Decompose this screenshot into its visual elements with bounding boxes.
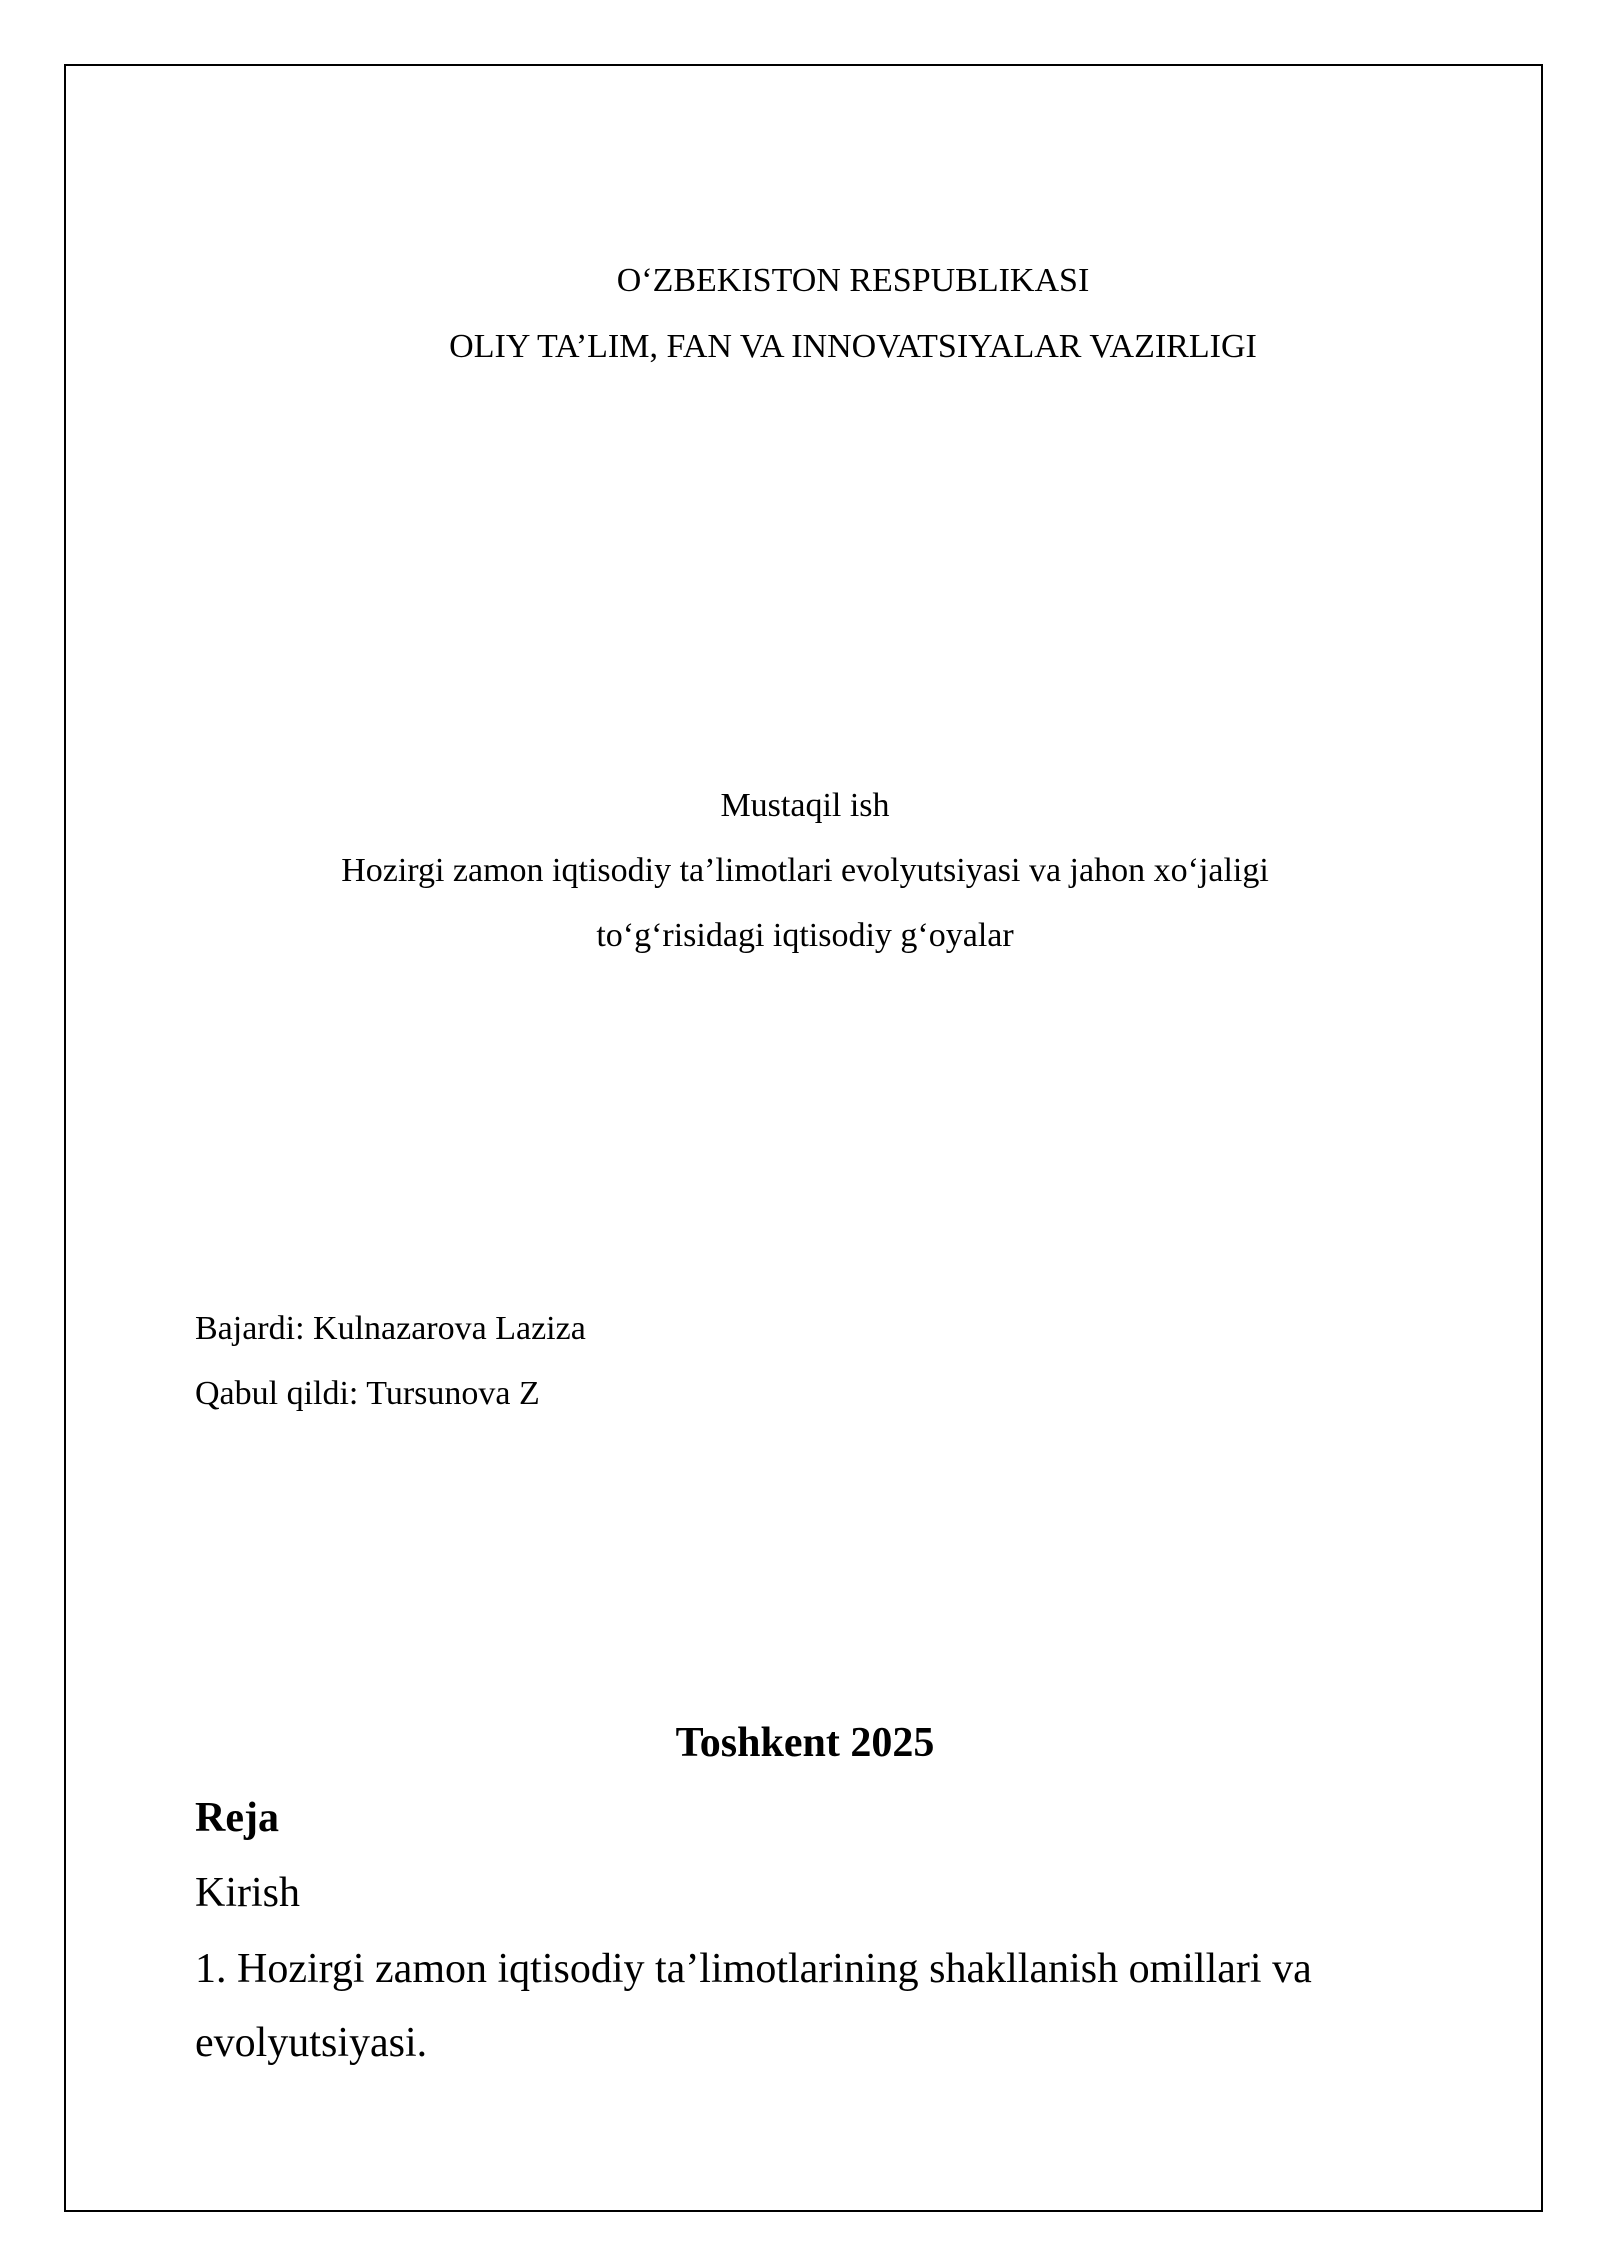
receiver-credit: Qabul qildi: Tursunova Z (195, 1375, 540, 1412)
city-year: Toshkent 2025 (675, 1720, 935, 1766)
ministry-name: OLIY TA’LIM, FAN VA INNOVATSIYALAR VAZIRLIGI (449, 328, 1257, 365)
topic-line-2: to‘g‘risidagi iqtisodiy g‘oyalar (596, 917, 1014, 954)
document-type: Mustaqil ish (720, 787, 890, 824)
performer-credit: Bajardi: Kulnazarova Laziza (195, 1310, 586, 1347)
topic-line-1: Hozirgi zamon iqtisodiy ta’limotlari evolyutsiyasi va jahon xo‘jaligi (341, 852, 1269, 889)
plan-item-intro: Kirish (195, 1870, 300, 1916)
plan-heading: Reja (195, 1795, 279, 1841)
republic-name: O‘ZBEKISTON RESPUBLIKASI (616, 262, 1090, 299)
plan-item-1-line-2: evolyutsiyasi. (195, 2020, 428, 2066)
plan-item-1-line-1: 1. Hozirgi zamon iqtisodiy ta’limotlarining shakllanish omillari va (195, 1946, 1312, 1992)
